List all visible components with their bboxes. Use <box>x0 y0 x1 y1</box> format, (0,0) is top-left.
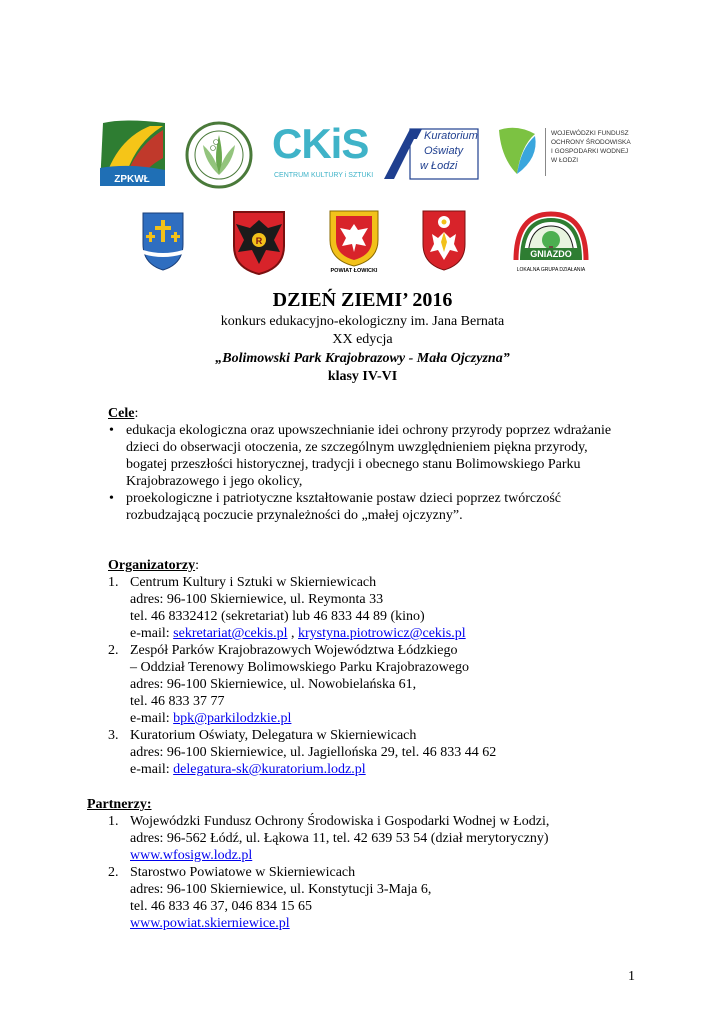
partner2-phone: tel. 46 833 46 37, 046 834 15 65 <box>130 899 312 914</box>
org1-email-link-2[interactable]: krystyna.piotrowicz@cekis.pl <box>298 626 466 641</box>
org1-address: adres: 96-100 Skierniewice, ul. Reymonta 33 <box>130 592 384 607</box>
partner2-website-link[interactable]: www.powiat.skierniewice.pl <box>130 916 290 931</box>
cele-colon: : <box>134 406 139 421</box>
page-number: 1 <box>628 969 635 984</box>
cele-bullet1-line3: bogatej przeszłości historycznej, tradycji i obecnego stanu Bolimowskiego Parku <box>126 457 581 472</box>
coat-of-arms-eagle-r <box>228 206 290 276</box>
zpkwl-logo <box>95 118 170 190</box>
org2-name: Zespół Parków Krajobrazowych Województwa Łódzkiego <box>130 643 458 658</box>
kuratorium-text-2: Oświaty <box>424 145 464 157</box>
org1-phone: tel. 46 8332412 (sekretariat) lub 46 833 44 89 (kino) <box>130 609 425 624</box>
edition: XX edycja <box>332 332 393 347</box>
ckis-big-text: CKiS <box>272 120 369 167</box>
organizatorzy-heading <box>108 557 199 574</box>
partner1-name: Wojewódzki Fundusz Ochrony Środowiska i Gospodarki Wodnej w Łodzi, <box>130 814 550 829</box>
org1-email-link-1[interactable]: sekretariat@cekis.pl <box>173 626 288 641</box>
powiat-label: POWIAT ŁOWICKI <box>330 268 378 274</box>
coat-of-arms-red-eagle-rose <box>420 208 468 272</box>
theme: „Bolimowski Park Krajobrazowy - Mała Ojczyzna” <box>215 351 510 366</box>
wfosigw-text-3: I GOSPODARKI WODNEJ <box>551 148 629 155</box>
cele-bullet1-line1: edukacja ekologiczna oraz upowszechnianie idei ochrony przyrody poprzez wdrażanie <box>126 423 612 438</box>
cele-bullet1-line2: dzieci do obserwacji otoczenia, ze szczególnym uwzględnieniem piękna przyrody, <box>126 440 588 455</box>
kuratorium-text-1: Kuratorium <box>424 130 478 142</box>
coat-of-arms-skierniewice-county <box>140 210 186 272</box>
coat-of-arms-powiat-lowicki <box>326 208 382 278</box>
wfosigw-text-2: OCHRONY ŚRODOWISKA <box>551 139 631 146</box>
bullet-marker: • <box>109 491 114 506</box>
wfosigw-logo <box>493 124 633 182</box>
org1-email-label: e-mail: <box>130 626 174 641</box>
partner2-name: Starostwo Powiatowe w Skierniewicach <box>130 865 356 880</box>
partner1-address: adres: 96-562 Łódź, ul. Łąkowa 11, tel. 42 639 53 54 (dział merytoryczny) <box>130 831 549 846</box>
cele-heading-text: Cele <box>108 406 135 421</box>
gniazdo-logo <box>508 210 594 278</box>
kuratorium-logo <box>380 124 480 184</box>
org2-email-line <box>130 710 291 727</box>
bullet-marker: • <box>109 423 114 438</box>
partner2-number: 2. <box>108 865 119 880</box>
org1-name: Centrum Kultury i Sztuki w Skierniewicach <box>130 575 377 590</box>
org2-email-link[interactable]: bpk@parkilodzkie.pl <box>173 711 292 726</box>
page-title: DZIEŃ ZIEMI’ 2016 <box>272 289 453 311</box>
org3-name: Kuratorium Oświaty, Delegatura w Skierniewicach <box>130 728 417 743</box>
partnerzy-heading: Partnerzy: <box>87 797 152 812</box>
ckis-sub-text: CENTRUM KULTURY i SZTUKI <box>274 172 374 179</box>
subtitle: konkurs edukacyjno-ekologiczny im. Jana Bernata <box>220 314 505 329</box>
org3-number: 3. <box>108 728 119 743</box>
organizatorzy-colon: : <box>195 558 199 573</box>
org3-email-line <box>130 761 366 778</box>
org1-email-separator: , <box>287 626 299 641</box>
cele-bullet1-line4: Krajobrazowego i jego okolicy, <box>126 474 303 489</box>
wfosigw-text-4: W ŁODZI <box>551 157 579 164</box>
org2-phone: tel. 46 833 37 77 <box>130 694 225 709</box>
org2-number: 2. <box>108 643 119 658</box>
gniazdo-subtitle: LOKALNA GRUPA DZIAŁANIA <box>516 267 586 273</box>
partner1-number: 1. <box>108 814 119 829</box>
org3-email-link[interactable]: delegatura-sk@kuratorium.lodz.pl <box>173 762 366 777</box>
cele-heading <box>108 405 138 422</box>
partner1-website-link[interactable]: www.wfosigw.lodz.pl <box>130 848 253 863</box>
org2-department: – Oddział Terenowy Bolimowskiego Parku Krajobrazowego <box>130 660 469 675</box>
svg-text:R: R <box>255 236 263 246</box>
cele-bullet2-line2: rozbudzającą poczucie przynależności do „małej ojczyzny”. <box>126 508 463 523</box>
org3-email-label: e-mail: <box>130 762 174 777</box>
org2-email-label: e-mail: <box>130 711 174 726</box>
zpkwl-text: ZPKWŁ <box>114 174 150 185</box>
ckis-logo <box>270 120 374 190</box>
cele-bullet2-line1: proekologiczne i patriotyczne kształtowanie postaw dzieci poprzez twórczość <box>126 491 561 506</box>
org3-address: adres: 96-100 Skierniewice, ul. Jagiellońska 29, tel. 46 833 44 62 <box>130 745 497 760</box>
gniazdo-name: GNIAZDO <box>530 249 572 259</box>
classes: klasy IV-VI <box>327 369 398 384</box>
org1-email-line <box>130 625 466 642</box>
kuratorium-text-3: w Łodzi <box>420 160 458 172</box>
org1-number: 1. <box>108 575 119 590</box>
partner2-address: adres: 96-100 Skierniewice, ul. Konstytucji 3-Maja 6, <box>130 882 432 897</box>
wfosigw-text-1: WOJEWÓDZKI FUNDUSZ <box>551 130 629 137</box>
organizatorzy-heading-text: Organizatorzy <box>108 558 196 573</box>
bolimowski-park-logo <box>183 120 255 190</box>
org2-address: adres: 96-100 Skierniewice, ul. Nowobielańska 61, <box>130 677 417 692</box>
